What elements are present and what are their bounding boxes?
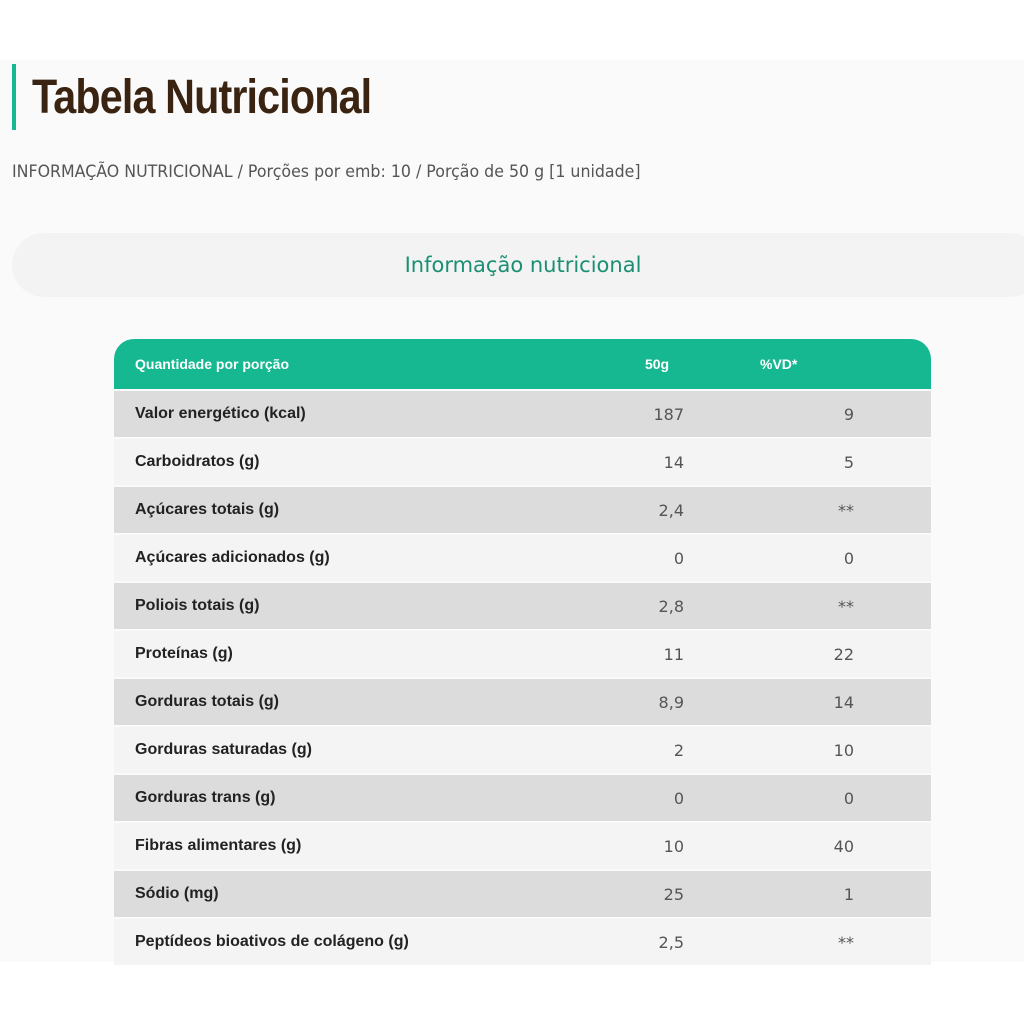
nutrient-name: Proteínas (g) bbox=[135, 645, 233, 662]
nutrient-value: 2,5 bbox=[658, 932, 684, 952]
nutrient-value: 0 bbox=[673, 788, 684, 808]
table-row bbox=[114, 679, 931, 725]
nutrient-value: 0 bbox=[673, 548, 684, 568]
table-row bbox=[114, 583, 931, 629]
nutrient-vd: ** bbox=[838, 932, 854, 952]
title-accent-bar bbox=[12, 64, 16, 130]
nutrient-vd: 0 bbox=[843, 548, 854, 568]
serving-info: INFORMAÇÃO NUTRICIONAL / Porções por emb: 10 / Porção de 50 g [1 unidade] bbox=[12, 162, 641, 182]
column-header-vd: %VD* bbox=[760, 356, 798, 372]
table-row bbox=[114, 631, 931, 677]
table-row bbox=[114, 871, 931, 917]
column-header-quantity: Quantidade por porção bbox=[135, 356, 290, 372]
nutrient-name: Gorduras saturadas (g) bbox=[135, 741, 312, 758]
nutrient-name: Peptídeos bioativos de colágeno (g) bbox=[135, 933, 409, 950]
title-block bbox=[12, 64, 427, 130]
nutrient-vd: 1 bbox=[843, 884, 854, 904]
nutrient-vd: 5 bbox=[843, 452, 854, 472]
table-row bbox=[114, 919, 931, 965]
nutrient-value: 14 bbox=[663, 452, 684, 472]
nutrient-name: Fibras alimentares (g) bbox=[135, 837, 302, 854]
nutrient-name: Gorduras trans (g) bbox=[135, 789, 276, 806]
table-body bbox=[114, 391, 931, 965]
table-row bbox=[114, 775, 931, 821]
nutrient-value: 2 bbox=[673, 740, 684, 760]
nutrient-name: Açúcares adicionados (g) bbox=[135, 549, 330, 566]
nutrient-vd: 10 bbox=[833, 740, 854, 760]
table-row bbox=[114, 535, 931, 581]
nutrient-name: Gorduras totais (g) bbox=[135, 693, 280, 710]
table-header bbox=[114, 339, 931, 389]
table-row bbox=[114, 823, 931, 869]
nutrient-name: Açúcares totais (g) bbox=[135, 501, 280, 518]
nutrient-value: 8,9 bbox=[658, 692, 684, 712]
nutrient-value: 187 bbox=[653, 404, 684, 424]
nutrient-vd: 0 bbox=[843, 788, 854, 808]
nutrient-value: 2,4 bbox=[658, 500, 684, 520]
nutrient-value: 11 bbox=[663, 644, 684, 664]
table-row bbox=[114, 439, 931, 485]
nutrient-vd: 9 bbox=[843, 404, 854, 424]
nutrient-vd: 14 bbox=[833, 692, 854, 712]
table-row bbox=[114, 391, 931, 437]
section-tab-label: Informação nutricional bbox=[404, 253, 642, 277]
page-title: Tabela Nutricional bbox=[32, 70, 372, 124]
nutrient-name: Valor energético (kcal) bbox=[135, 405, 306, 422]
nutrient-vd: 40 bbox=[833, 836, 854, 856]
column-header-portion: 50g bbox=[644, 356, 670, 372]
nutrient-vd: ** bbox=[838, 500, 854, 520]
nutrient-value: 25 bbox=[663, 884, 684, 904]
table-row bbox=[114, 487, 931, 533]
nutrient-value: 10 bbox=[663, 836, 684, 856]
table-row bbox=[114, 727, 931, 773]
nutrient-name: Sódio (mg) bbox=[135, 885, 219, 902]
nutrition-table bbox=[114, 339, 931, 965]
nutrient-vd: 22 bbox=[833, 644, 854, 664]
nutrient-value: 2,8 bbox=[658, 596, 684, 616]
nutrient-vd: ** bbox=[838, 596, 854, 616]
nutrient-name: Carboidratos (g) bbox=[135, 453, 260, 470]
nutrient-name: Poliois totais (g) bbox=[135, 597, 260, 614]
